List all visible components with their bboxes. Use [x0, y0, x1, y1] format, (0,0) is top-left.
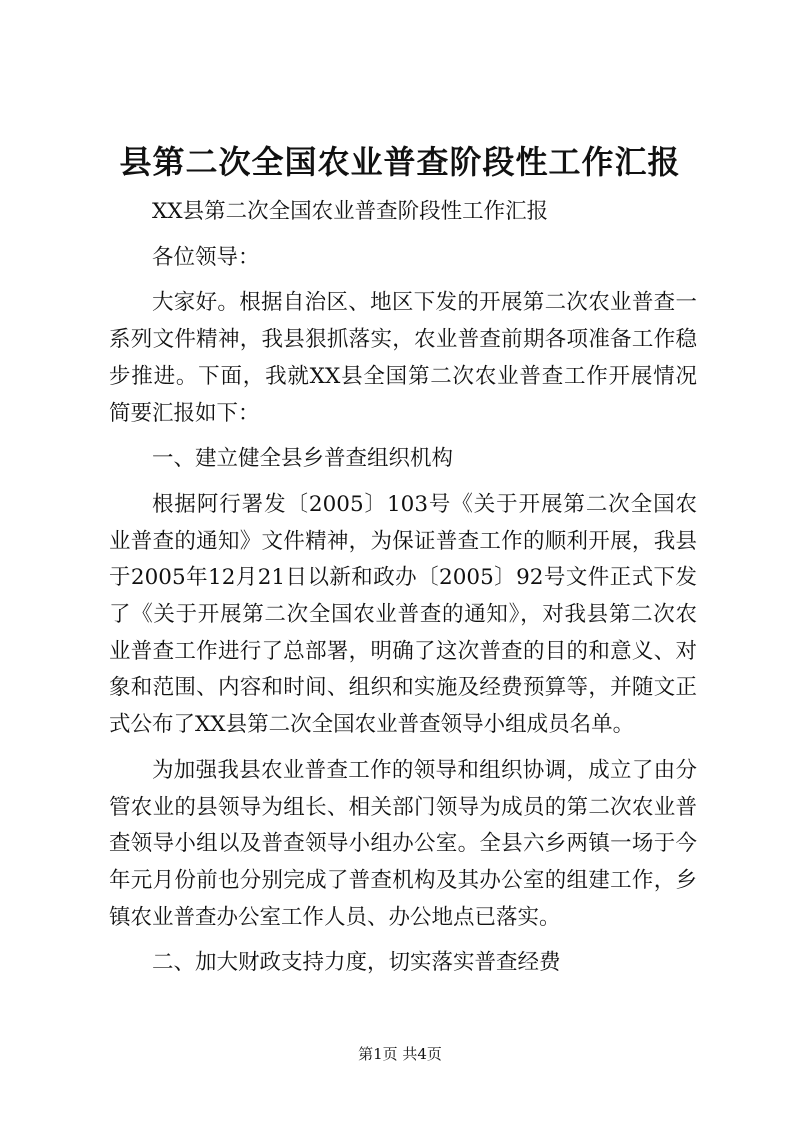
body-paragraph-1: 根据阿行署发〔2005〕103号《关于开展第二次全国农业普查的通知》文件精神，为保证普查工作的顺利开展，我县于2005年12月21日以新和政办〔2005〕92号文件正式下发了《关于开展第二次全国农业普查的通知》，对我县第二次农业普查工作进行了总部署，明确了这次普查的目的和意义、对象和范围、内容和时间、组织和实施及经费预算等，并随文正式公布了XX县第二次全国农业普查领导小组成员名单。 — [109, 491, 697, 738]
section-heading-2: 二、加大财政支持力度，切实落实普查经费 — [152, 950, 561, 976]
section-heading-1: 一、建立健全县乡普查组织机构 — [152, 446, 454, 472]
salutation-paragraph: 各位领导： — [152, 244, 260, 270]
intro-paragraph: 大家好。根据自治区、地区下发的开展第二次农业普查一系列文件精神，我县狠抓落实，农业普查前期各项准备工作稳步推进。下面，我就XX县全国第二次农业普查工作开展情况简要汇报如下： — [109, 290, 697, 426]
document-title: 县第二次全国农业普查阶段性工作汇报 — [119, 143, 681, 181]
document-body — [109, 185, 697, 982]
subtitle-paragraph: XX县第二次全国农业普查阶段性工作汇报 — [152, 199, 549, 224]
page-footer: 第1页 共4页 — [358, 1045, 442, 1063]
body-paragraph-2: 为加强我县农业普查工作的领导和组织协调，成立了由分管农业的县领导为组长、相关部门领导为成员的第二次农业普查领导小组以及普查领导小组办公室。全县六乡两镇一场于今年元月份前也分别完成了普查机构及其办公室的组建工作，乡镇农业普查办公室工作人员、办公地点已落实。 — [109, 757, 697, 930]
